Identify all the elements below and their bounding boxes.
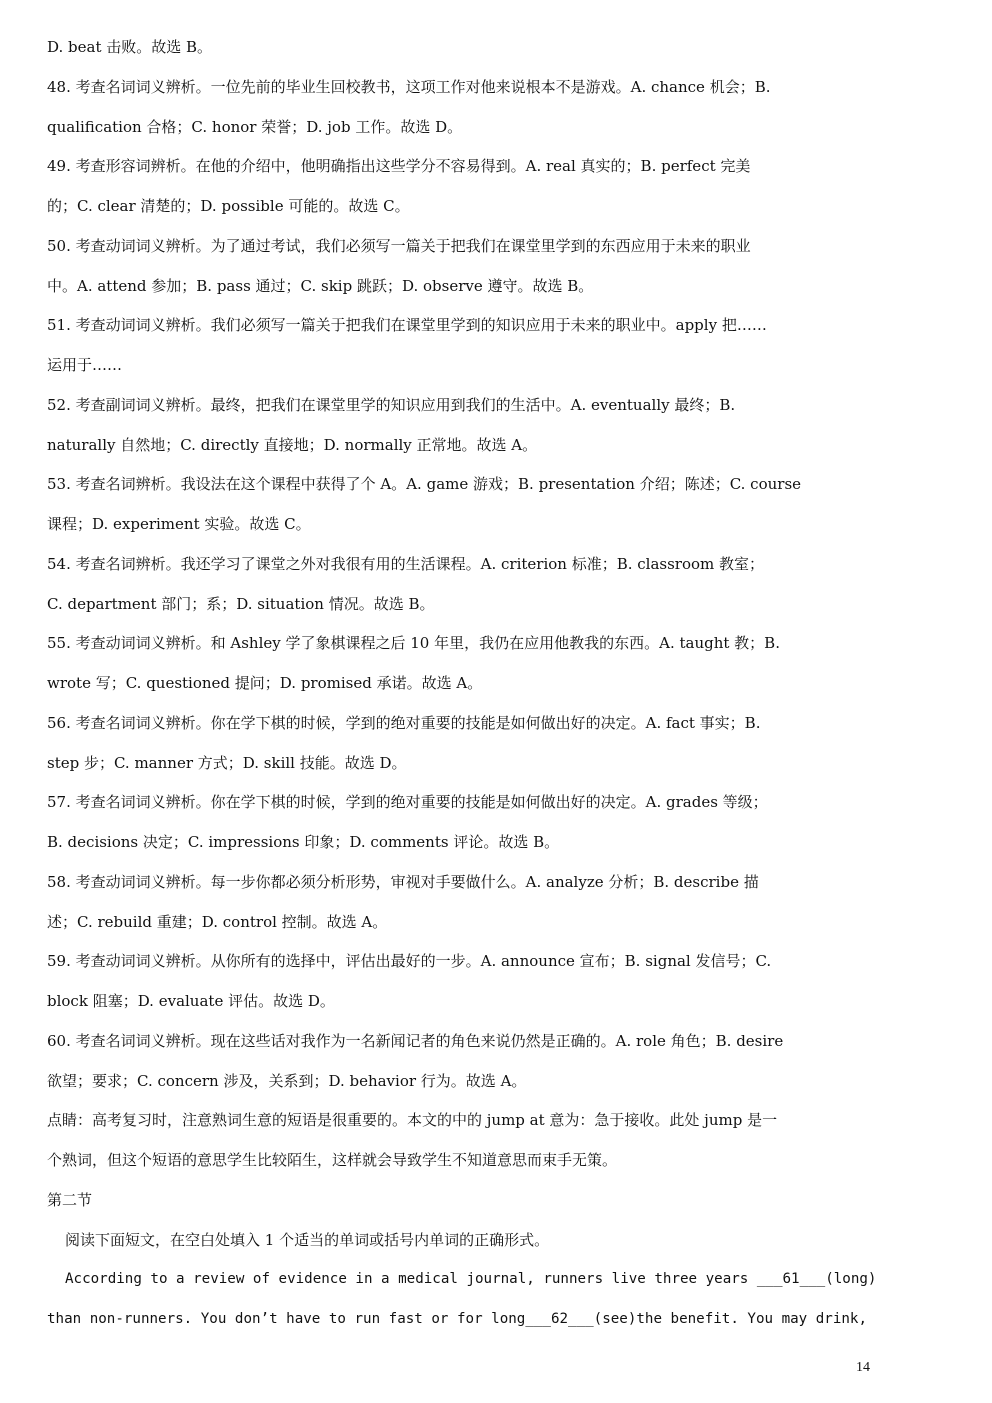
passage-line: than non-runners. You don’t have to run fast or for long___62___(see)the benefit. You may drink, bbox=[47, 1311, 867, 1327]
tip-line: 点睛：高考复习时，注意熟词生意的短语是很重要的。本文的中的 jump at 意为：急于接收。此处 jump 是一 bbox=[47, 1111, 778, 1130]
text-line: qualification 合格；C. honor 荣誉；D. job 工作。故选 D。 bbox=[47, 117, 463, 136]
text-line: 49. 考查形容词辨析。在他的介绍中，他明确指出这些学分不容易得到。A. real 真实的；B. perfect 完美 bbox=[47, 157, 751, 176]
text-line: C. department 部门；系；D. situation 情况。故选 B。 bbox=[47, 594, 435, 613]
text-line: 课程；D. experiment 实验。故选 C。 bbox=[47, 515, 311, 533]
text-line: 54. 考查名词辨析。我还学习了课堂之外对我很有用的生活课程。A. criterion 标准；B. classroom 教室； bbox=[47, 554, 765, 573]
text-line: 50. 考查动词词义辨析。为了通过考试，我们必须写一篇关于把我们在课堂里学到的东西应用于未来的职业 bbox=[47, 236, 751, 255]
text-line: 52. 考查副词词义辨析。最终，把我们在课堂里学的知识应用到我们的生活中。A. eventually 最终；B. bbox=[47, 395, 736, 414]
text-line: 60. 考查名词词义辨析。现在这些话对我作为一名新闻记者的角色来说仍然是正确的。A. role 角色；B. desire bbox=[47, 1031, 784, 1050]
text-line: 51. 考查动词词义辨析。我们必须写一篇关于把我们在课堂里学到的知识应用于未来的职业中。apply 把…… bbox=[47, 316, 767, 335]
page-number: 14 bbox=[856, 1360, 870, 1375]
text-line: 述；C. rebuild 重建；D. control 控制。故选 A。 bbox=[47, 912, 388, 931]
text-line: step 步；C. manner 方式；D. skill 技能。故选 D。 bbox=[47, 753, 407, 772]
text-line: 中。A. attend 参加；B. pass 通过；C. skip 跳跃；D. observe 遵守。故选 B。 bbox=[47, 276, 594, 295]
section-heading: 第二节 bbox=[47, 1190, 93, 1209]
text-line: D. beat 击败。故选 B。 bbox=[47, 38, 213, 56]
text-line: 的；C. clear 清楚的；D. possible 可能的。故选 C。 bbox=[47, 197, 410, 215]
tip-line: 个熟词，但这个短语的意思学生比较陌生，这样就会导致学生不知道意思而束手无策。 bbox=[47, 1151, 618, 1169]
text-line: wrote 写；C. questioned 提问；D. promised 承诺。故选 A。 bbox=[47, 674, 483, 692]
text-line: 运用于…… bbox=[47, 356, 123, 374]
text-line: block 阻塞；D. evaluate 评估。故选 D。 bbox=[47, 992, 335, 1010]
text-line: 56. 考查名词词义辨析。你在学下棋的时候，学到的绝对重要的技能是如何做出好的决定。A. fact 事实；B. bbox=[47, 713, 761, 732]
text-line: 48. 考查名词词义辨析。一位先前的毕业生回校教书，这项工作对他来说根本不是游戏。A. chance 机会；B. bbox=[47, 77, 771, 96]
text-line: 58. 考查动词词义辨析。每一步你都必须分析形势，审视对手要做什么。A. analyze 分析；B. describe 描 bbox=[47, 872, 759, 891]
text-line: 53. 考查名词辨析。我设法在这个课程中获得了个 A。A. game 游戏；B. presentation 介绍；陈述；C. course bbox=[47, 475, 802, 494]
text-line: B. decisions 决定；C. impressions 印象；D. comments 评论。故选 B。 bbox=[47, 833, 560, 851]
passage-line: According to a review of evidence in a medical journal, runners live three years ___61___(long) bbox=[65, 1271, 877, 1288]
text-line: 59. 考查动词词义辨析。从你所有的选择中，评估出最好的一步。A. announce 宣布；B. signal 发信号；C. bbox=[47, 952, 772, 971]
text-line: naturally 自然地；C. directly 直接地；D. normally 正常地。故选 A。 bbox=[47, 435, 538, 454]
text-line: 55. 考查动词词义辨析。和 Ashley 学了象棋课程之后 10 年里，我仍在应用他教我的东西。A. taught 教；B. bbox=[47, 634, 780, 653]
document-body bbox=[47, 28, 877, 1340]
text-line: 欲望；要求；C. concern 涉及，关系到；D. behavior 行为。故选 A。 bbox=[47, 1071, 527, 1090]
instructions-line: 阅读下面短文，在空白处填入 1 个适当的单词或括号内单词的正确形式。 bbox=[65, 1230, 550, 1249]
text-line: 57. 考查名词词义辨析。你在学下棋的时候，学到的绝对重要的技能是如何做出好的决定。A. grades 等级； bbox=[47, 793, 768, 812]
